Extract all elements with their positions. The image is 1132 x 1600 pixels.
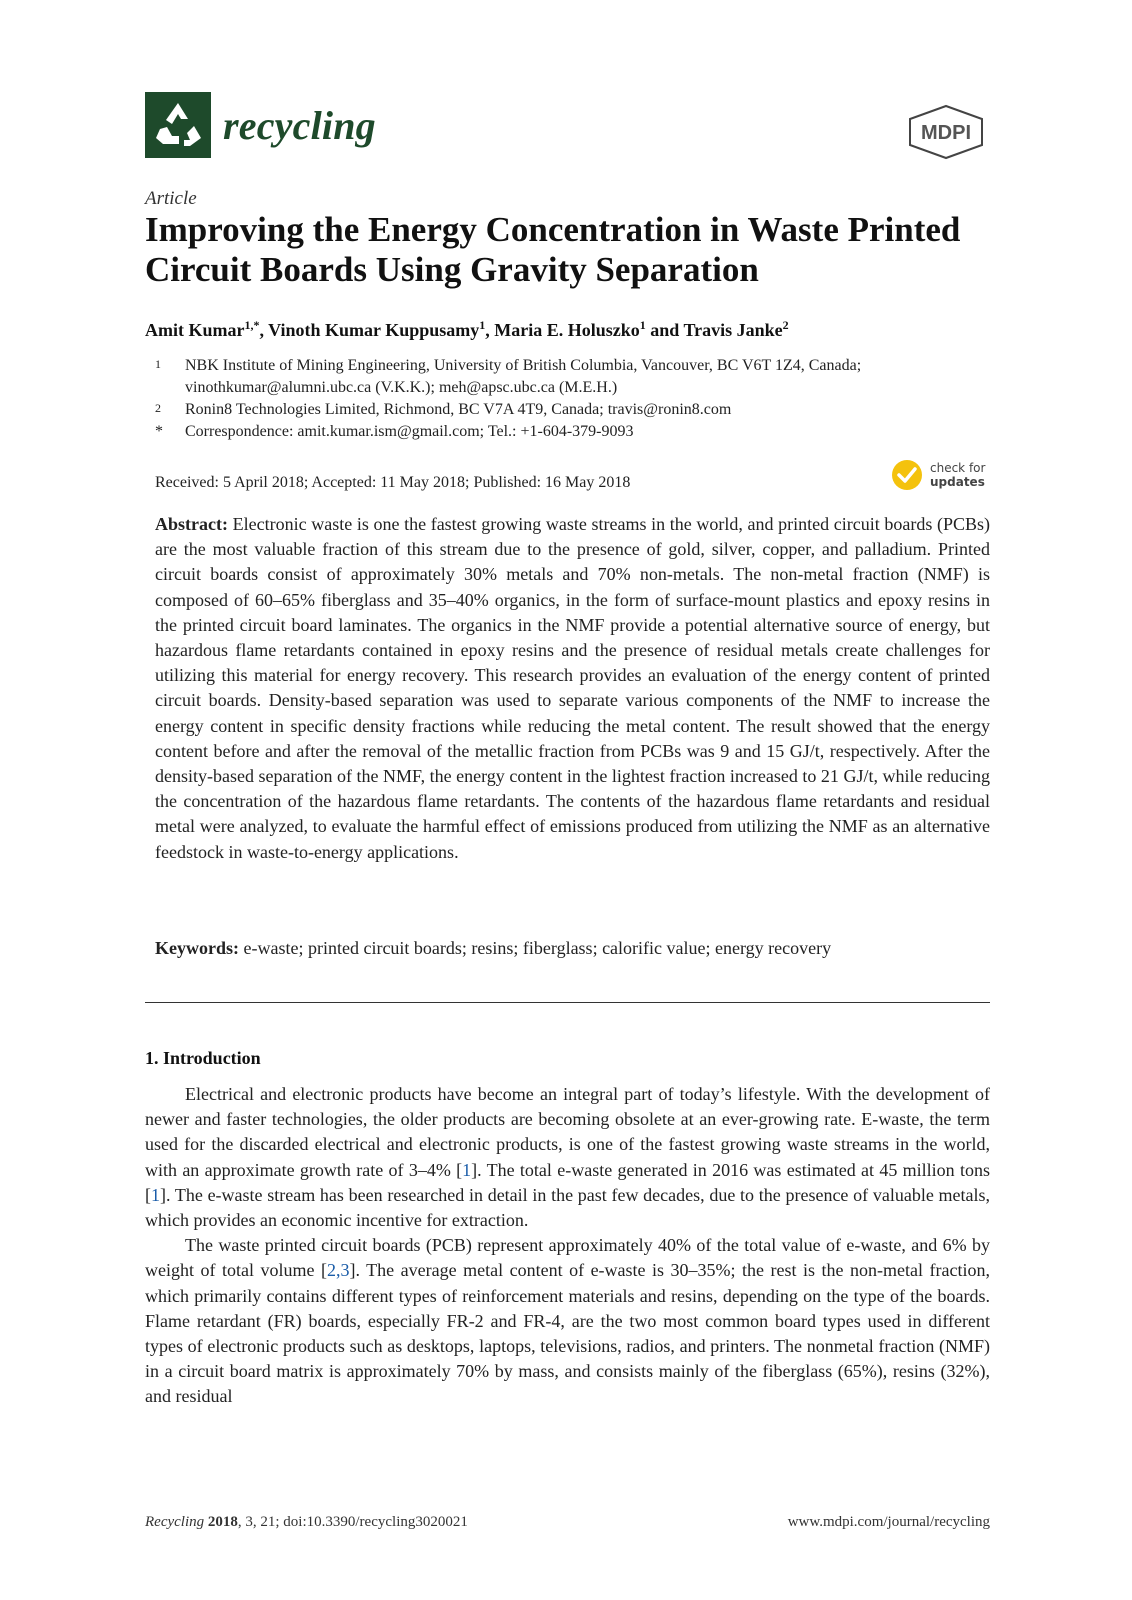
keywords xyxy=(155,938,990,959)
affiliations xyxy=(155,355,995,443)
citation-link[interactable]: 2,3 xyxy=(326,1260,350,1281)
keywords-text: e-waste; printed circuit boards; resins; fiberglass; calorific value; energy recovery xyxy=(243,938,832,958)
section-heading: 1. Introduction xyxy=(145,1048,261,1068)
paragraph xyxy=(145,1233,990,1409)
text-run: ]. The e-waste stream has been researched in detail in the past few decades, due to the presence of valuable metals, which provides an economic incentive for extraction. xyxy=(145,1184,990,1231)
citation-link[interactable]: 1 xyxy=(151,1184,160,1205)
text-run: The waste printed circuit boards (PCB) represent approximately 40% of the total value of e-waste, and 6% by weight of total volume [ xyxy=(145,1235,990,1281)
keywords-label: Keywords: xyxy=(155,938,239,958)
author-affiliation-mark: 1,* xyxy=(244,318,260,332)
publisher-name: MDPI xyxy=(921,122,971,144)
author-separator: , xyxy=(259,320,269,340)
footer-url[interactable]: www.mdpi.com/journal/recycling xyxy=(787,1514,990,1530)
author-separator: , xyxy=(485,320,495,340)
journal-logo[interactable] xyxy=(145,92,376,158)
text-run: ]. The total e-waste generated in 2016 was estimated at 45 million tons [ xyxy=(145,1159,990,1205)
affiliation-text: Ronin8 Technologies Limited, Richmond, BC V7A 4T9, Canada; travis@ronin8.com xyxy=(185,401,732,418)
affiliation-mark: * xyxy=(155,423,163,440)
footer-citation xyxy=(145,1514,468,1531)
author-affiliation-mark: 1 xyxy=(479,318,486,332)
divider xyxy=(145,1002,990,1003)
author-name: Vinoth Kumar Kuppusamy xyxy=(268,320,480,340)
text-run: Electrical and electronic products have become an integral part of today’s lifestyle. With the development of newer and faster technologies, the older products are becoming obsolete at an ever-growing rate. E-waste, the term used for the discarded electrical and electronic products, is one of the fastest growing waste streams in the world, with an approximate growth rate of 3–4% [ xyxy=(145,1084,990,1180)
footer-doi: , 3, 21; doi:10.3390/recycling3020021 xyxy=(237,1514,468,1530)
author-name: Amit Kumar xyxy=(145,320,245,340)
abstract xyxy=(155,512,990,865)
paragraph xyxy=(145,1082,990,1233)
affiliation-item xyxy=(155,399,995,421)
affiliation-mark: 1 xyxy=(155,357,161,371)
affiliation-mark: 2 xyxy=(155,401,161,415)
publication-dates: Received: 5 April 2018; Accepted: 11 May 2018; Published: 16 May 2018 xyxy=(155,474,631,491)
article-title: Improving the Energy Concentration in Waste Printed Circuit Boards Using Gravity Separation xyxy=(145,210,961,289)
author-list xyxy=(145,318,789,341)
author-name: Maria E. Holuszko xyxy=(494,320,640,340)
author-affiliation-mark: 1 xyxy=(639,318,646,332)
author-separator: and xyxy=(645,320,684,340)
recycle-icon xyxy=(145,92,211,158)
text-run: ]. The average metal content of e-waste is 30–35%; the rest is the non-metal fraction, which primarily contains different types of reinforcement materials and resins, depending on the type of the boards. Flame retardant (FR) boards, especially FR-2 and FR-4, are the two most common board types used in different types of electronic products such as desktops, laptops, televisions, radios, and printers. The nonmetal fraction (NMF) in a circuit board matrix is approximately 70% by mass, and consists mainly of the fiberglass (65%), resins (32%), and residual xyxy=(145,1260,990,1407)
check-for-updates-badge[interactable] xyxy=(890,458,985,492)
author-name: Travis Janke xyxy=(683,320,783,340)
check-updates-label xyxy=(930,461,985,489)
affiliation-item xyxy=(155,355,995,399)
affiliation-text: NBK Institute of Mining Engineering, University of British Columbia, Vancouver, BC V6T 1Z4, Canada; vinothkumar@alumni.ubc.ca (V.K.K.); meh@apsc.ubc.ca (M.E.H.) xyxy=(185,357,862,396)
abstract-label: Abstract: xyxy=(155,514,228,534)
publisher-logo[interactable] xyxy=(906,104,986,160)
check-updates-icon xyxy=(890,458,924,492)
footer-year: 2018 xyxy=(207,1514,238,1530)
correspondence-item xyxy=(155,421,995,443)
journal-name: recycling xyxy=(223,102,376,148)
citation-link[interactable]: 1 xyxy=(462,1159,472,1180)
abstract-text: Electronic waste is one the fastest growing waste streams in the world, and printed circuit boards (PCBs) are the most valuable fraction of this stream due to the presence of gold, silver, copper, and palladium. Printed circuit boards consist of approximately 30% metals and 70% non-metals. The non-metal fraction (NMF) is composed of 60–65% fiberglass and 35–40% organics, in the form of surface-mount plastics and epoxy resins in the printed circuit board laminates. The organics in the NMF provide a potential alternative source of energy, but hazardous flame retardants contained in epoxy resins and the presence of residual metals create challenges for utilizing this material for energy recovery. This research provides an evaluation of the energy content of printed circuit boards. Density-based separation was used to separate various components of the NMF to increase the energy content in specific density fractions while reducing the metal content. The result showed that the energy content before and after the removal of the metallic fraction from PCBs was 9 and 15 GJ/t, respectively. After the density-based separation of the NMF, the energy content in the lightest fraction increased to 21 GJ/t, while reducing the concentration of the hazardous flame retardants. The contents of the hazardous flame retardants and residual metal were analyzed, to evaluate the harmful effect of emissions produced from utilizing the NMF as an alternative feedstock in waste-to-energy applications. xyxy=(155,514,990,862)
correspondence-text: Correspondence: amit.kumar.ism@gmail.com; Tel.: +1-604-379-9093 xyxy=(185,423,634,440)
check-updates-line1: check for xyxy=(930,461,986,475)
author-affiliation-mark: 2 xyxy=(782,318,789,332)
article-type: Article xyxy=(145,188,197,209)
section-body xyxy=(145,1082,990,1410)
footer-journal: Recycling xyxy=(145,1514,205,1530)
check-updates-line2: updates xyxy=(930,475,985,489)
